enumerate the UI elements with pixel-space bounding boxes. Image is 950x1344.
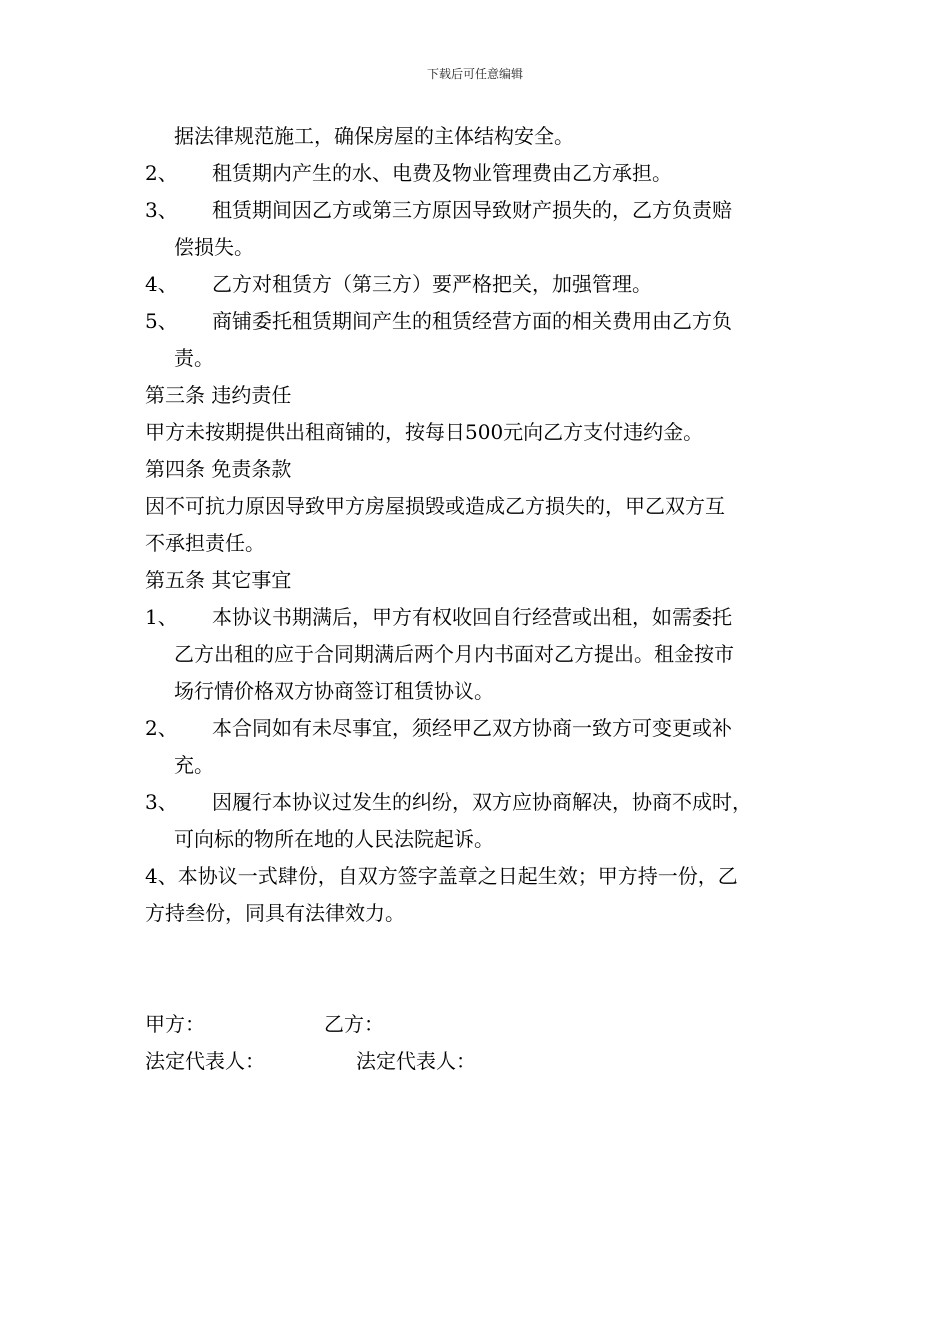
spacer [145, 932, 820, 1006]
party-b-label: 乙方： [324, 1012, 384, 1036]
item-text: 因履行本协议过发生的纠纷，双方应协商解决，协商不成时， [212, 790, 752, 814]
list-item [145, 192, 820, 229]
article-heading: 第五条 其它事宜 [145, 568, 292, 592]
paragraph-continuation: 不承担责任。 [145, 531, 265, 555]
item-continuation: 偿损失。 [174, 235, 254, 259]
item-number: 5、 [145, 309, 178, 333]
continued-paragraph: 据法律规范施工，确保房屋的主体结构安全。 [174, 124, 574, 148]
item-text: 租赁期间因乙方或第三方原因导致财产损失的，乙方负责赔 [212, 198, 732, 222]
paragraph: 甲方未按期提供出租商铺的，按每日500元向乙方支付违约金。 [145, 420, 704, 444]
item-text: 本协议书期满后，甲方有权收回自行经营或出租，如需委托 [212, 605, 732, 629]
item-continuation: 场行情价格双方协商签订租赁协议。 [174, 679, 494, 703]
item-text: 商铺委托租赁期间产生的租赁经营方面的相关费用由乙方负 [212, 309, 732, 333]
list-item [145, 266, 820, 303]
item-text: 乙方对租赁方（第三方）要严格把关，加强管理。 [212, 272, 652, 296]
article-heading: 第四条 免责条款 [145, 457, 292, 481]
item-number: 3、 [145, 198, 178, 222]
list-item [145, 303, 820, 340]
paragraph-continuation: 方持叁份，同具有法律效力。 [145, 901, 405, 925]
item-continuation: 乙方出租的应于合同期满后两个月内书面对乙方提出。租金按市 [174, 642, 734, 666]
list-item [145, 599, 820, 636]
item-number: 1、 [145, 605, 178, 629]
signature-row-parties [145, 1006, 820, 1043]
page-header: 下载后可任意编辑 [426, 67, 523, 81]
paragraph: 4、本协议一式肆份，自双方签字盖章之日起生效；甲方持一份，乙 [145, 864, 738, 888]
party-b-representative-label: 法定代表人： [356, 1049, 476, 1073]
item-text: 租赁期内产生的水、电费及物业管理费由乙方承担。 [212, 161, 672, 185]
list-item [145, 710, 820, 747]
signature-row-representatives [145, 1043, 820, 1080]
contract-body [145, 118, 820, 1080]
item-continuation: 责。 [174, 346, 214, 370]
item-number: 2、 [145, 716, 178, 740]
article-heading: 第三条 违约责任 [145, 383, 292, 407]
item-number: 4、 [145, 272, 178, 296]
list-item [145, 155, 820, 192]
paragraph: 因不可抗力原因导致甲方房屋损毁或造成乙方损失的，甲乙双方互 [145, 494, 725, 518]
item-number: 3、 [145, 790, 178, 814]
party-a-representative-label: 法定代表人： [145, 1049, 265, 1073]
item-continuation: 充。 [174, 753, 214, 777]
list-item [145, 784, 820, 821]
party-a-label: 甲方： [145, 1012, 205, 1036]
item-text: 本合同如有未尽事宜，须经甲乙双方协商一致方可变更或补 [212, 716, 732, 740]
item-number: 2、 [145, 161, 178, 185]
item-continuation: 可向标的物所在地的人民法院起诉。 [174, 827, 494, 851]
